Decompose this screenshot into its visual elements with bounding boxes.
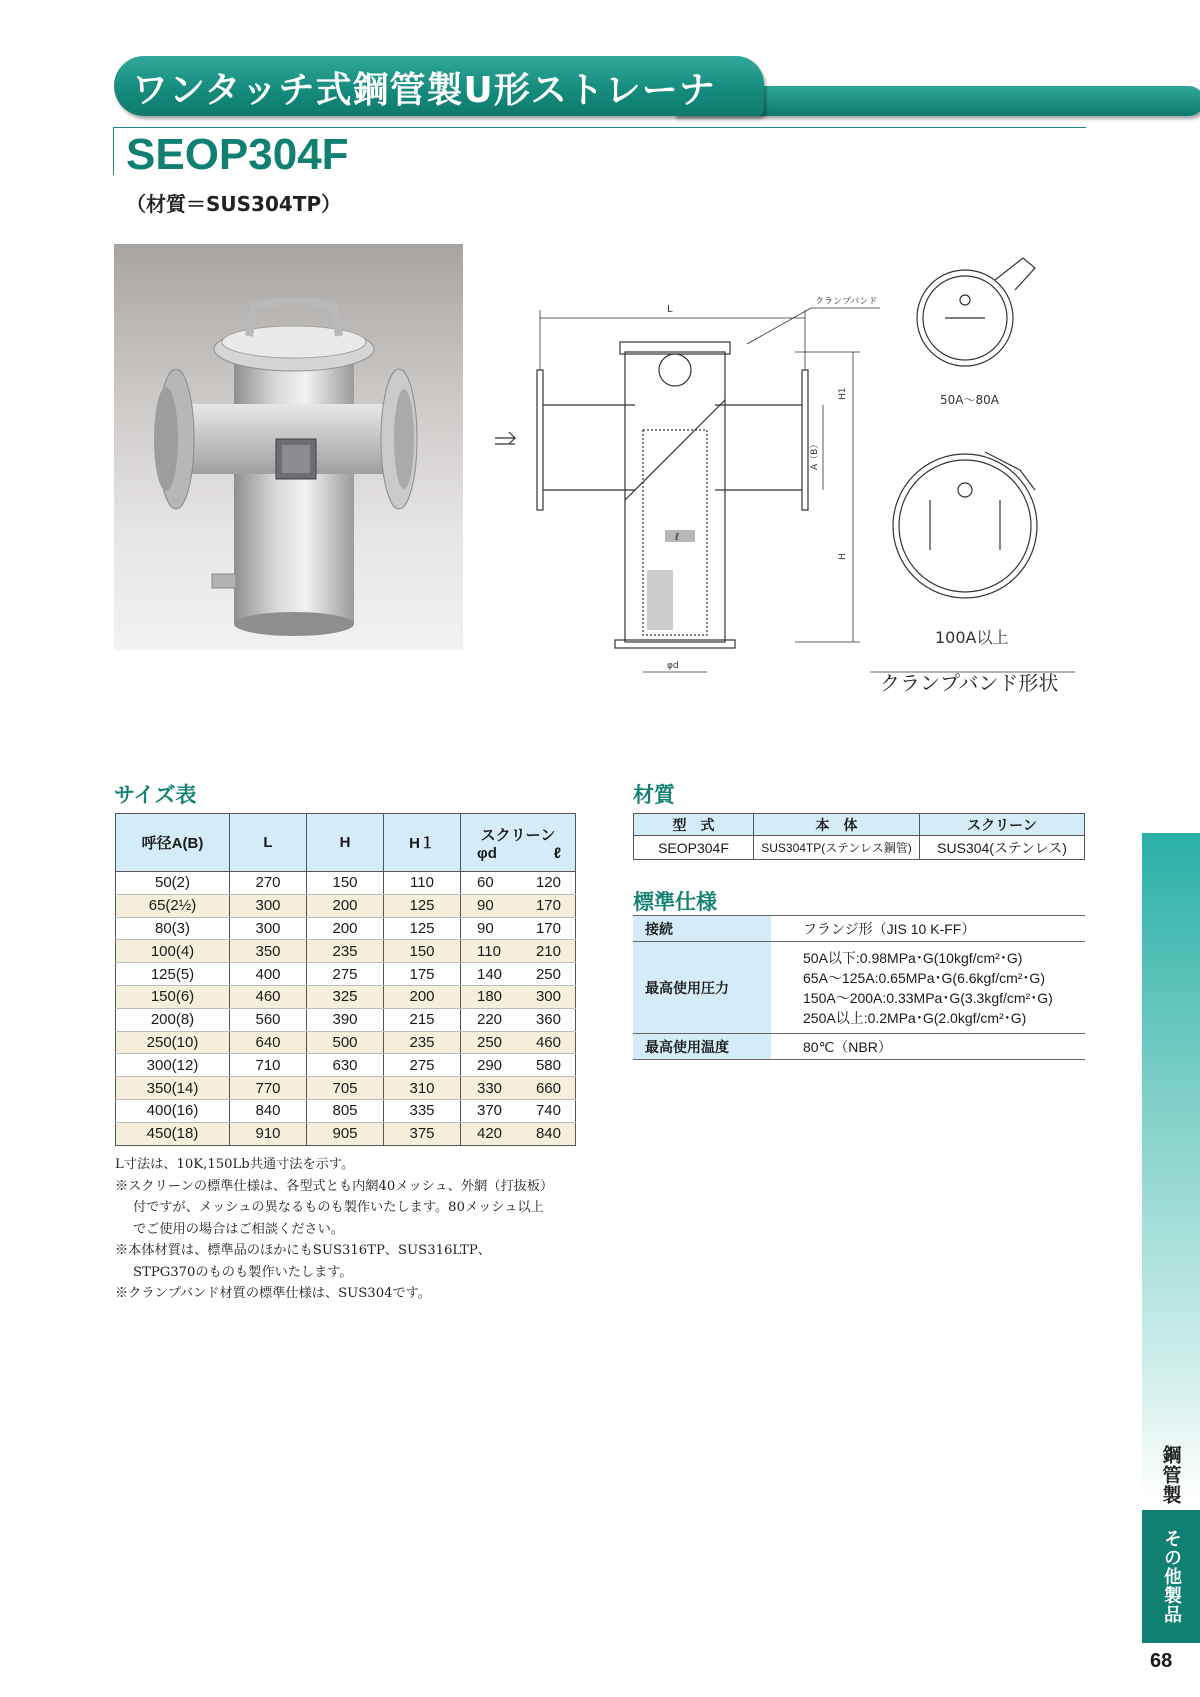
strainer-section-diagram [475,240,1100,710]
cell-ell: 740 [535,1102,561,1120]
cell-H1: 110 [384,872,461,895]
col-ell: ℓ [553,844,561,862]
table-row [116,940,576,963]
cell-H1: 310 [384,1077,461,1100]
note-line: ※スクリーンの標準仕様は、各型式とも内網40メッシュ、外網（打抜板） [115,1178,554,1194]
cell-screen-pair [461,988,575,1005]
cell-nominal: 150(6) [116,985,230,1008]
table-row [116,1077,576,1100]
cell-screen-pair [461,1057,575,1074]
table-row [116,894,576,917]
cell-H: 705 [307,1077,384,1100]
spec-pressure-values [771,942,1085,1034]
cell-screen [461,963,576,986]
cell-phi-d: 370 [477,1102,503,1120]
note-line: L寸法は、10K,150Lb共通寸法を示す。 [115,1157,355,1172]
cell-ell: 250 [535,965,561,983]
cell-H1: 150 [384,940,461,963]
cell-ell: 840 [535,1125,561,1143]
col-L: L [230,814,307,872]
cell-phi-d: 90 [477,919,494,937]
cell-screen-pair [461,920,575,937]
cell-screen-pair [461,1102,575,1119]
cell-screen-pair [461,1125,575,1142]
cell-H1: 235 [384,1031,461,1054]
table-row [116,872,576,895]
spec-table [633,915,1085,1060]
cell-ell: 580 [535,1056,561,1074]
cell-L: 640 [230,1031,307,1054]
cell-nominal: 125(5) [116,963,230,986]
note-line: STPG370のものも製作いたします。 [133,1264,353,1280]
cell-screen [461,872,576,895]
note-line: ※本体材質は、標準品のほかにもSUS316TP、SUS316LTP、 [115,1243,491,1258]
side-tab-steel[interactable]: 鋼管製 [1159,1445,1182,1505]
cell-nominal: 250(10) [116,1031,230,1054]
col-H: H [307,814,384,872]
cell-H1: 125 [384,917,461,940]
table-row [116,1008,576,1031]
size-table-heading: サイズ表 [114,783,197,807]
cell-screen-pair [461,1080,575,1097]
cell-H: 275 [307,963,384,986]
cell-phi-d: 330 [477,1079,503,1097]
table-row [116,1054,576,1077]
model-number: SEOP304F [126,130,349,179]
cell-H: 200 [307,917,384,940]
spec-heading: 標準仕様 [633,890,717,914]
mat-col-model: 型 式 [634,814,754,836]
cell-phi-d: 110 [477,942,501,960]
cell-screen [461,1054,576,1077]
mat-body: SUS304TP(ステンレス鋼管) [754,836,920,860]
table-row [116,985,576,1008]
cell-H1: 335 [384,1099,461,1122]
cell-H: 150 [307,872,384,895]
cell-H1: 200 [384,985,461,1008]
table-row [116,963,576,986]
mat-col-screen: スクリーン [920,814,1085,836]
col-screen-label: スクリーン [480,826,556,844]
size-notes [115,1154,595,1305]
cell-L: 770 [230,1077,307,1100]
cell-screen [461,940,576,963]
cell-ell: 300 [535,988,561,1006]
cell-screen-pair [461,874,575,891]
spec-connection-value: フランジ形（JIS 10 K-FF） [771,916,1085,942]
spec-connection-label: 接続 [633,916,771,942]
model-rule-top [113,127,1086,128]
table-row [116,1122,576,1145]
cell-phi-d: 420 [477,1125,503,1143]
cell-screen [461,1077,576,1100]
pressure-line: 250A以上:0.2MPa･G(2.0kgf/cm²･G) [803,1009,1027,1026]
note-line: 付ですが、メッシュの異なるものも製作いたします。80メッシュ以上 [133,1200,544,1215]
cell-H: 390 [307,1008,384,1031]
cell-L: 910 [230,1122,307,1145]
size-table-body [116,872,576,1146]
cell-phi-d: 140 [477,965,503,983]
cell-nominal: 50(2) [116,872,230,895]
strainer-photo-illustration [114,244,463,650]
cell-screen [461,1008,576,1031]
drawing-caption: クランプバンド形状 [880,671,1059,695]
cell-ell: 170 [535,897,561,915]
cell-screen-pair [461,966,575,983]
cell-H1: 375 [384,1122,461,1145]
material-heading: 材質 [633,783,675,807]
cell-L: 400 [230,963,307,986]
cell-H: 630 [307,1054,384,1077]
cell-L: 460 [230,985,307,1008]
cell-H: 235 [307,940,384,963]
dim-label-H: H [838,553,848,560]
cell-screen-pair [461,1034,575,1051]
table-row [116,917,576,940]
col-screen-sub [461,845,575,862]
cell-ell: 460 [535,1033,561,1051]
cell-screen [461,1031,576,1054]
size-table [115,813,576,1146]
page-number: 68 [1150,1650,1173,1672]
cell-H: 500 [307,1031,384,1054]
cell-L: 300 [230,917,307,940]
cell-ell: 170 [535,919,561,937]
pressure-line: 50A以下:0.98MPa･G(10kgf/cm²･G) [803,949,1023,966]
cell-screen-pair [461,943,575,960]
cell-L: 270 [230,872,307,895]
cell-phi-d: 60 [477,874,494,892]
table-row [116,1099,576,1122]
page-title: ワンタッチ式鋼管製U形ストレーナ [132,70,716,111]
cell-H1: 125 [384,894,461,917]
cell-nominal: 80(3) [116,917,230,940]
cell-H: 200 [307,894,384,917]
cell-screen [461,894,576,917]
dim-label-phi-d: φd [667,661,679,671]
cell-H1: 275 [384,1054,461,1077]
dim-label-clamp-band: クランプバンド [815,297,878,307]
cell-L: 560 [230,1008,307,1031]
note-line: でご使用の場合はご相談ください。 [133,1221,344,1237]
cell-H: 805 [307,1099,384,1122]
cell-nominal: 300(12) [116,1054,230,1077]
cell-nominal: 65(2½) [116,894,230,917]
cell-screen [461,1122,576,1145]
spec-pressure-label: 最高使用圧力 [633,942,771,1034]
cell-ell: 210 [535,942,561,960]
cell-L: 710 [230,1054,307,1077]
side-index-strip [1142,833,1200,1501]
cell-screen-pair [461,1011,575,1028]
cell-screen [461,1099,576,1122]
col-screen [461,814,576,872]
material-note: （材質＝SUS304TP） [126,192,342,216]
cell-nominal: 200(8) [116,1008,230,1031]
mat-screen: SUS304(ステンレス) [920,836,1085,860]
cell-phi-d: 220 [477,1011,503,1029]
spec-temp-value: 80℃（NBR） [771,1034,1085,1060]
col-phi-d: φd [477,844,497,862]
cell-nominal: 400(16) [116,1099,230,1122]
title-banner [114,56,1090,118]
cell-L: 840 [230,1099,307,1122]
clamp-size-large: 100A以上 [935,628,1009,647]
cell-nominal: 350(14) [116,1077,230,1100]
pressure-line: 150A～200A:0.33MPa･G(3.3kgf/cm²･G) [803,989,1053,1006]
cell-H: 905 [307,1122,384,1145]
cell-nominal: 100(4) [116,940,230,963]
material-table [633,813,1085,860]
cell-H1: 175 [384,963,461,986]
dim-label-H1: H1 [838,387,848,400]
cell-phi-d: 90 [477,897,494,915]
clamp-size-small: 50A～80A [940,393,999,407]
cell-phi-d: 290 [477,1056,503,1074]
cell-L: 350 [230,940,307,963]
product-photo [114,244,463,650]
cell-screen [461,917,576,940]
mat-model: SEOP304F [634,836,754,860]
pressure-line: 65A～125A:0.65MPa･G(6.6kgf/cm²･G) [803,969,1045,986]
spec-temp-label: 最高使用温度 [633,1034,771,1060]
cell-ell: 120 [535,874,561,892]
cell-screen [461,985,576,1008]
col-nominal: 呼径A(B) [116,814,230,872]
cell-phi-d: 180 [477,988,503,1006]
dim-label-L: L [667,304,673,315]
cell-L: 300 [230,894,307,917]
model-rule-left [113,127,114,175]
dim-label-l: ℓ [675,532,680,543]
cell-screen-pair [461,897,575,914]
cell-H1: 215 [384,1008,461,1031]
cell-ell: 360 [535,1011,561,1029]
col-H1: H１ [384,814,461,872]
table-row [116,1031,576,1054]
cell-ell: 660 [535,1079,561,1097]
note-line: ※クランプバンド材質の標準仕様は、SUS304です。 [115,1286,431,1301]
mat-col-body: 本 体 [754,814,920,836]
cell-nominal: 450(18) [116,1122,230,1145]
dim-label-AB: A（B） [810,439,820,470]
technical-drawing [475,240,1100,710]
cell-phi-d: 250 [477,1033,503,1051]
cell-H: 325 [307,985,384,1008]
side-tab-other-products[interactable]: その他製品 [1142,1510,1200,1643]
